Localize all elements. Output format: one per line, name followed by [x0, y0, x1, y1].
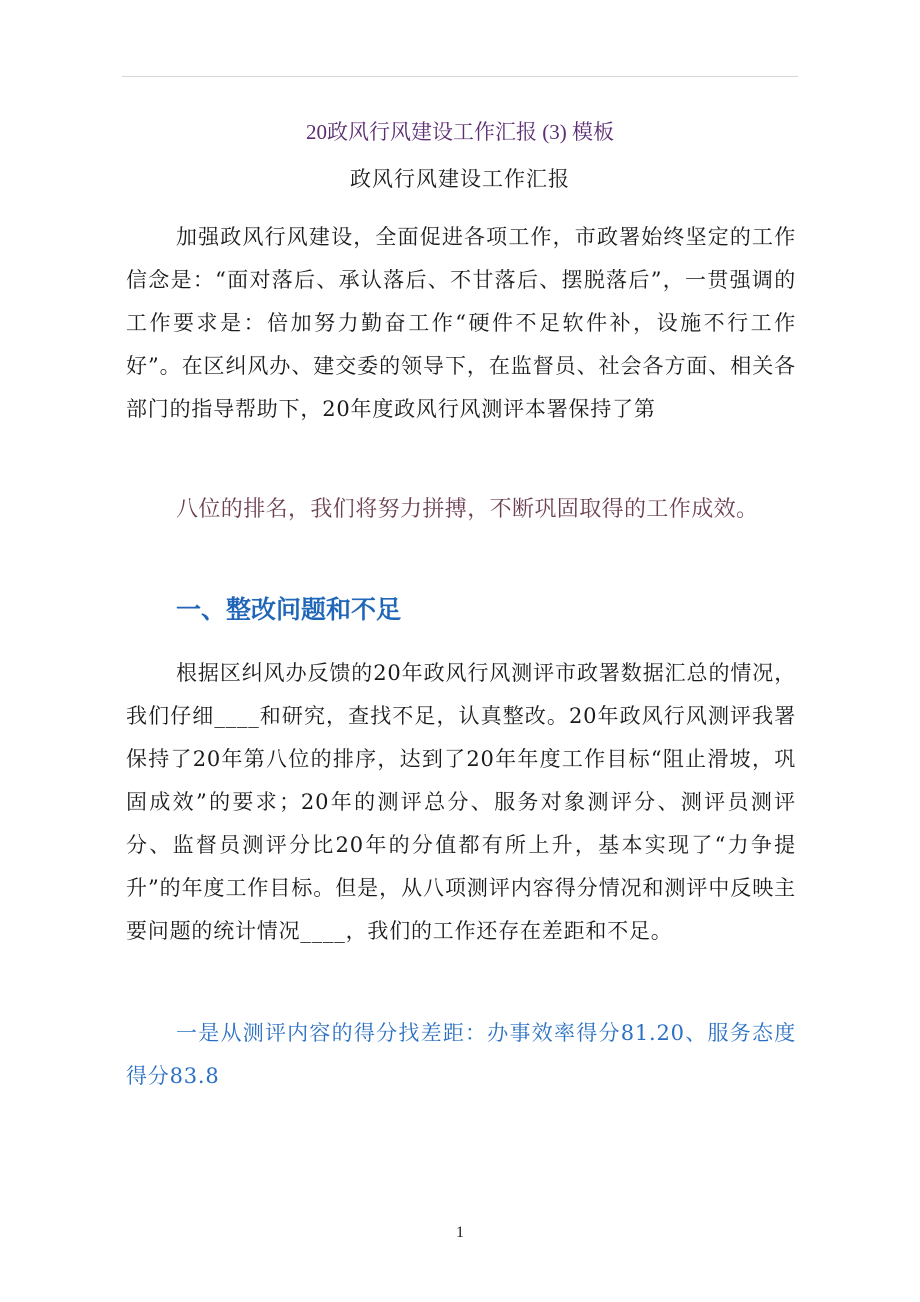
header-rule — [122, 76, 798, 77]
ranking-paragraph: 八位的排名，我们将努力拼搏，不断巩固取得的工作成效。 — [176, 496, 759, 521]
document-title: 20政风行风建设工作汇报 (3) 模板 — [306, 120, 614, 144]
point-one-paragraph: 一是从测评内容的得分找差距：办事效率得分81.20、服务态度得分83.8 — [126, 1021, 796, 1088]
section-heading: 一、整改问题和不足 — [176, 596, 402, 624]
document-subtitle: 政风行风建设工作汇报 — [350, 167, 570, 191]
page-number: 1 — [456, 1224, 464, 1241]
intro-paragraph: 加强政风行风建设，全面促进各项工作，市政署始终坚定的工作信念是：“面对落后、承认落后、不甘落后、摆脱落后”，一贯强调的工作要求是：倍加努力勤奋工作“硬件不足软件补，设施不行工作好”。在区纠风办、建交委的领导下，在监督员、社会各方面、相关各部门的指导帮助下，20年度政风行风测评本署保持了第 — [126, 225, 796, 421]
body-paragraph: 根据区纠风办反馈的20年政风行风测评市政署数据汇总的情况，我们仔细____和研究，查找不足，认真整改。20年政风行风测评我署保持了20年第八位的排序，达到了20年年度工作目标“阻止滑坡，巩固成效”的要求；20年的测评总分、服务对象测评分、测评员测评分、监督员测评分比20年的分值都有所上升，基本实现了“力争提升”的年度工作目标。但是，从八项测评内容得分情况和测评中反映主要问题的统计情况____，我们的工作还存在差距和不足。 — [126, 661, 796, 943]
